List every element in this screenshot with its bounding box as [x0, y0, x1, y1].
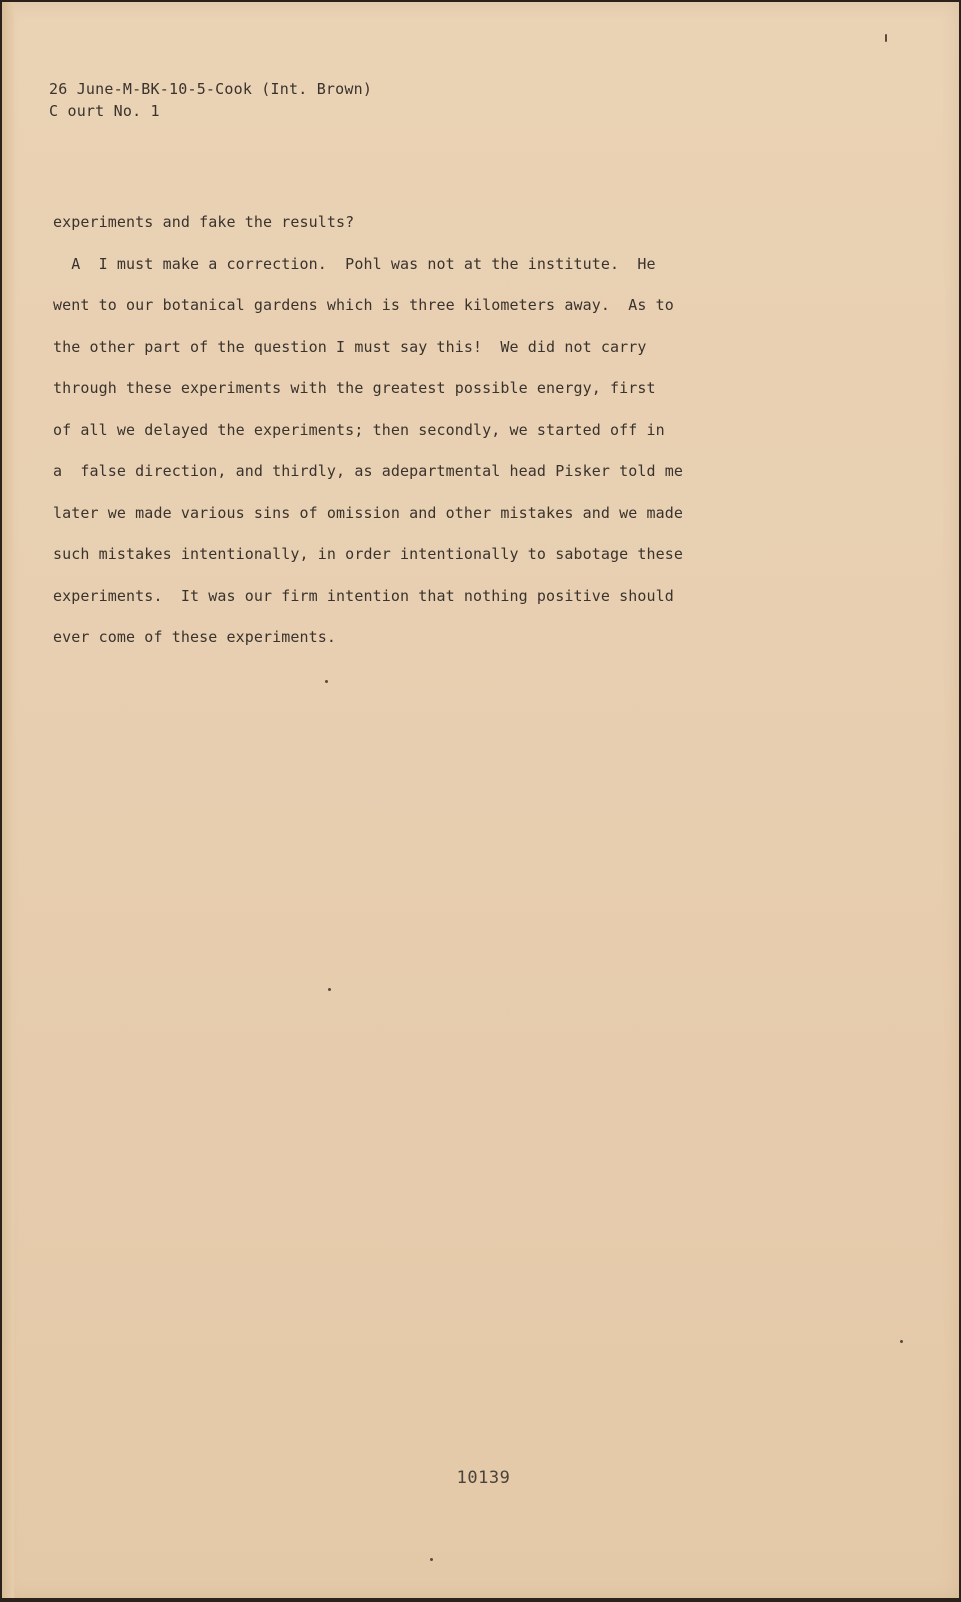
page-edge	[2, 2, 14, 1598]
transcript-line: experiments and fake the results?	[53, 213, 355, 231]
paper-speck	[325, 680, 328, 683]
transcript-line: through these experiments with the greatest possible energy, first	[53, 379, 656, 397]
transcript-line: such mistakes intentionally, in order intentionally to sabotage these	[53, 545, 684, 563]
transcript-line: experiments. It was our firm intention that nothing positive should	[53, 586, 674, 605]
transcript-line: the other part of the question I must say this! We did not carry	[53, 337, 647, 356]
header-court-line: C ourt No. 1	[49, 102, 160, 120]
paper-speck	[900, 1340, 903, 1343]
transcript-line: went to our botanical gardens which is three kilometers away. As to	[53, 296, 674, 314]
transcript-body	[53, 202, 773, 659]
document-header	[49, 78, 372, 122]
transcript-line: ever come of these experiments.	[53, 628, 337, 646]
document-page	[2, 2, 959, 1598]
transcript-line: of all we delayed the experiments; then secondly, we started off in	[53, 420, 665, 439]
paper-speck	[885, 34, 887, 42]
paper-speck	[328, 988, 331, 991]
header-session-line: 26 June-M-BK-10-5-Cook (Int. Brown)	[49, 80, 373, 98]
page-number: 10139	[456, 1468, 511, 1488]
paper-speck	[430, 1558, 433, 1561]
transcript-line: a false direction, and thirdly, as adepartmental head Pisker told me	[53, 462, 684, 480]
transcript-line: later we made various sins of omission and other mistakes and we made	[53, 503, 684, 522]
transcript-line: A I must make a correction. Pohl was not at the institute. He	[53, 254, 656, 273]
